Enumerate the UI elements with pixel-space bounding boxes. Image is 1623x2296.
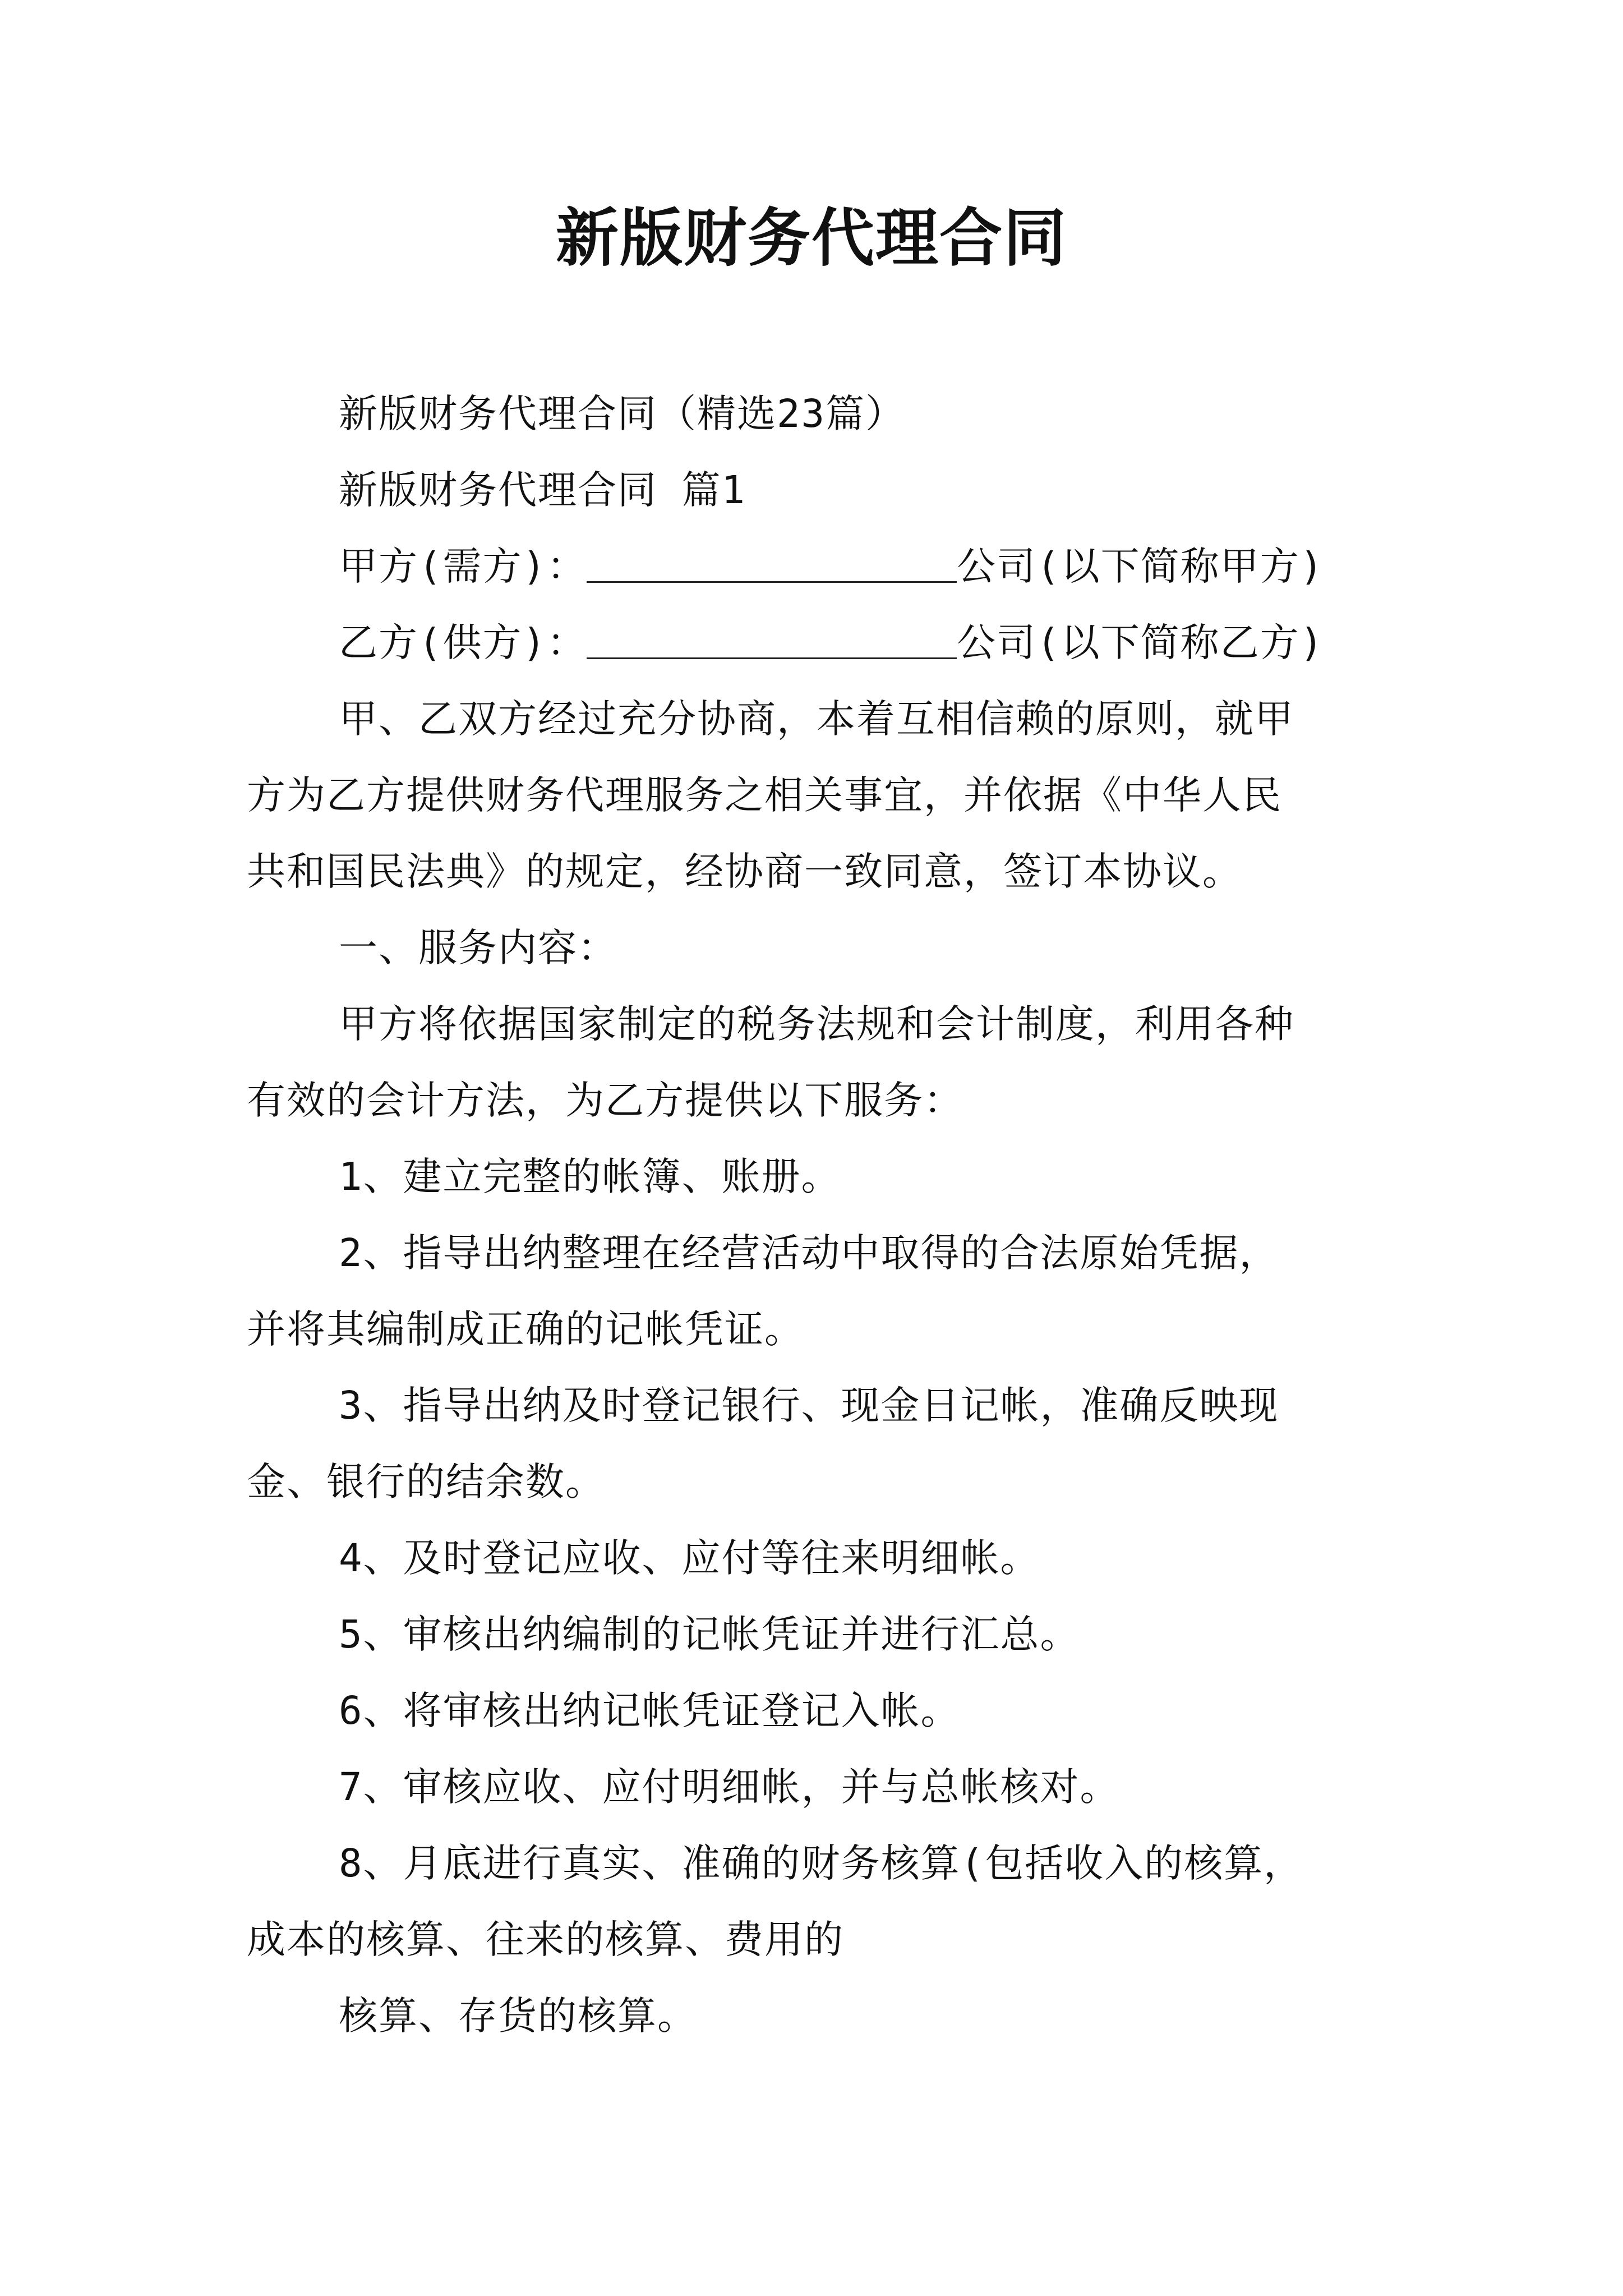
service-item-line: 金、银行的结余数。 <box>247 1460 605 1504</box>
service-intro-paragraph <box>247 986 1385 1139</box>
service-intro-line: 甲方将依据国家制定的税务法规和会计制度，利用各种 <box>339 1002 1294 1047</box>
service-item-7: 7、审核应收、应付明细帐，并与总帐核对。 <box>339 1765 1120 1810</box>
service-item-line: 核算、存货的核算。 <box>339 1994 697 2039</box>
intro-line: 共和国民法典》的规定，经协商一致同意，签订本协议。 <box>247 849 1242 894</box>
party-a-line <box>247 528 1385 605</box>
party-a-blank-field[interactable] <box>587 542 957 583</box>
service-item-line: 成本的核算、往来的核算、费用的 <box>247 1917 844 1962</box>
party-a-suffix: 公司(以下简称甲方) <box>957 544 1325 589</box>
service-heading: 一、服务内容： <box>339 926 617 970</box>
intro-line: 方为乙方提供财务代理服务之相关事宜，并依据《中华人民 <box>247 773 1282 818</box>
service-item-3 <box>247 1368 1385 1520</box>
service-item-2 <box>247 1215 1385 1368</box>
intro-paragraph <box>247 681 1385 910</box>
service-item-6: 6、将审核出纳记帐凭证登记入帐。 <box>339 1688 961 1733</box>
document-title: 新版财务代理合同 <box>556 201 1067 275</box>
intro-line: 甲、乙双方经过充分协商，本着互相信赖的原则，就甲 <box>339 697 1294 742</box>
section-heading: 新版财务代理合同 篇1 <box>339 468 746 513</box>
party-b-line <box>247 605 1385 681</box>
service-intro-line: 有效的会计方法，为乙方提供以下服务： <box>247 1078 963 1123</box>
party-b-suffix: 公司(以下简称乙方) <box>957 620 1325 665</box>
service-item-line: 2、指导出纳整理在经营活动中取得的合法原始凭据， <box>339 1231 1279 1276</box>
service-item-line: 3、指导出纳及时登记银行、现金日记帐，准确反映现 <box>339 1383 1279 1428</box>
service-item-line: 8、月底进行真实、准确的财务核算(包括收入的核算， <box>339 1841 1304 1886</box>
service-item-1: 1、建立完整的帐簿、账册。 <box>339 1154 841 1199</box>
party-b-blank-field[interactable] <box>587 618 957 659</box>
service-item-line: 并将其编制成正确的记帐凭证。 <box>247 1307 804 1352</box>
document-body <box>247 376 1385 2054</box>
service-item-5: 5、审核出纳编制的记帐凭证并进行汇总。 <box>339 1612 1080 1657</box>
service-item-8 <box>247 1825 1385 2054</box>
subtitle: 新版财务代理合同（精选23篇） <box>339 392 906 436</box>
party-a-label: 甲方(需方)： <box>339 544 587 589</box>
service-item-4: 4、及时登记应收、应付等往来明细帐。 <box>339 1536 1040 1581</box>
party-b-label: 乙方(供方)： <box>339 620 587 665</box>
